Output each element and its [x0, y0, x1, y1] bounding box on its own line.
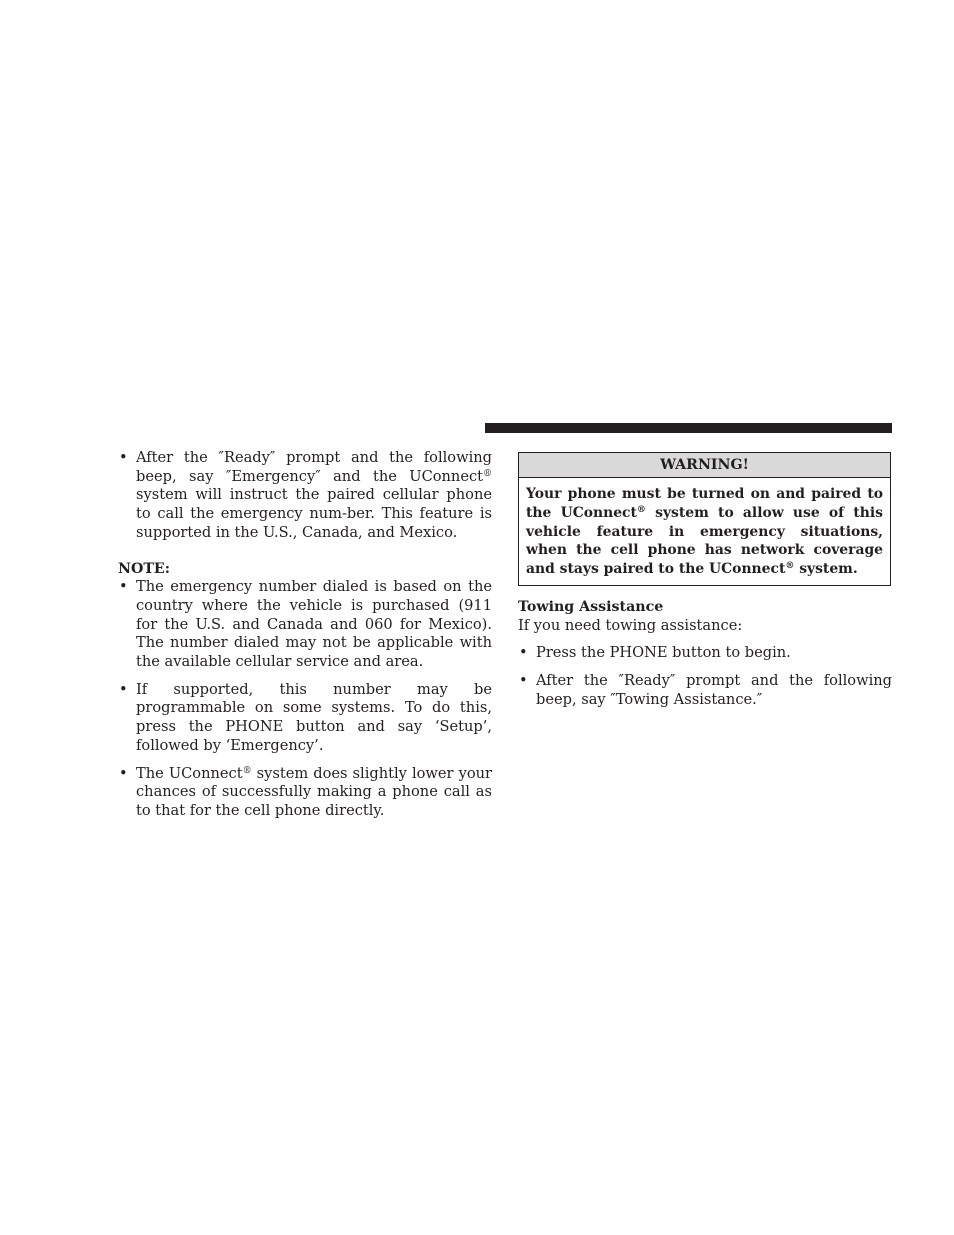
- list-item: • After the ″Ready″ prompt and the following beep, say ″Emergency″ and the UConnect® system will instruct the paired cellular phone to call the emergency num-ber. This feature is supported in the U.S., Canada, and Mexico.: [119, 449, 492, 541]
- emergency-bullet-list: [118, 449, 492, 543]
- section-top-rule: [485, 423, 892, 433]
- list-item: • The UConnect® system does slightly lower your chances of successfully making a phone call as to that for the cell phone directly.: [119, 764, 492, 819]
- warning-title: WARNING!: [519, 453, 890, 478]
- bullet-icon: •: [519, 672, 528, 690]
- left-column: [118, 449, 492, 821]
- warning-text: Your phone must be turned on and paired to the UConnect® system to allow use of this vehicle feature in emergency situations, when the cell phone has network coverage and stays paired to the UConnect® system.: [526, 486, 883, 578]
- list-item: • If supported, this number may be programmable on some systems. To do this, press the PHONE button and say ‘Setup’, followed by ‘Emergency’.: [119, 680, 492, 754]
- towing-assistance-heading: Towing Assistance: [518, 598, 664, 615]
- bullet-icon: •: [119, 764, 128, 782]
- right-column: [518, 452, 892, 710]
- note-bullet-list: [118, 578, 492, 820]
- bullet-icon: •: [119, 680, 128, 698]
- list-item: • Press the PHONE button to begin.: [519, 644, 791, 662]
- bullet-icon: •: [119, 578, 128, 596]
- warning-box: [518, 452, 891, 586]
- list-item: • After the ″Ready″ prompt and the following beep, say ″Towing Assistance.″: [519, 672, 892, 708]
- towing-intro: If you need towing assistance:: [518, 616, 743, 634]
- bullet-icon: •: [519, 644, 528, 662]
- towing-bullet-list: [518, 644, 892, 709]
- list-item: • The emergency number dialed is based on the country where the vehicle is purchased (911 for the U.S. and Canada and 060 for Mexico). The number dialed may not be applicable with the available cellular service and area.: [119, 578, 492, 671]
- note-label: NOTE:: [118, 560, 170, 577]
- bullet-icon: •: [119, 449, 128, 466]
